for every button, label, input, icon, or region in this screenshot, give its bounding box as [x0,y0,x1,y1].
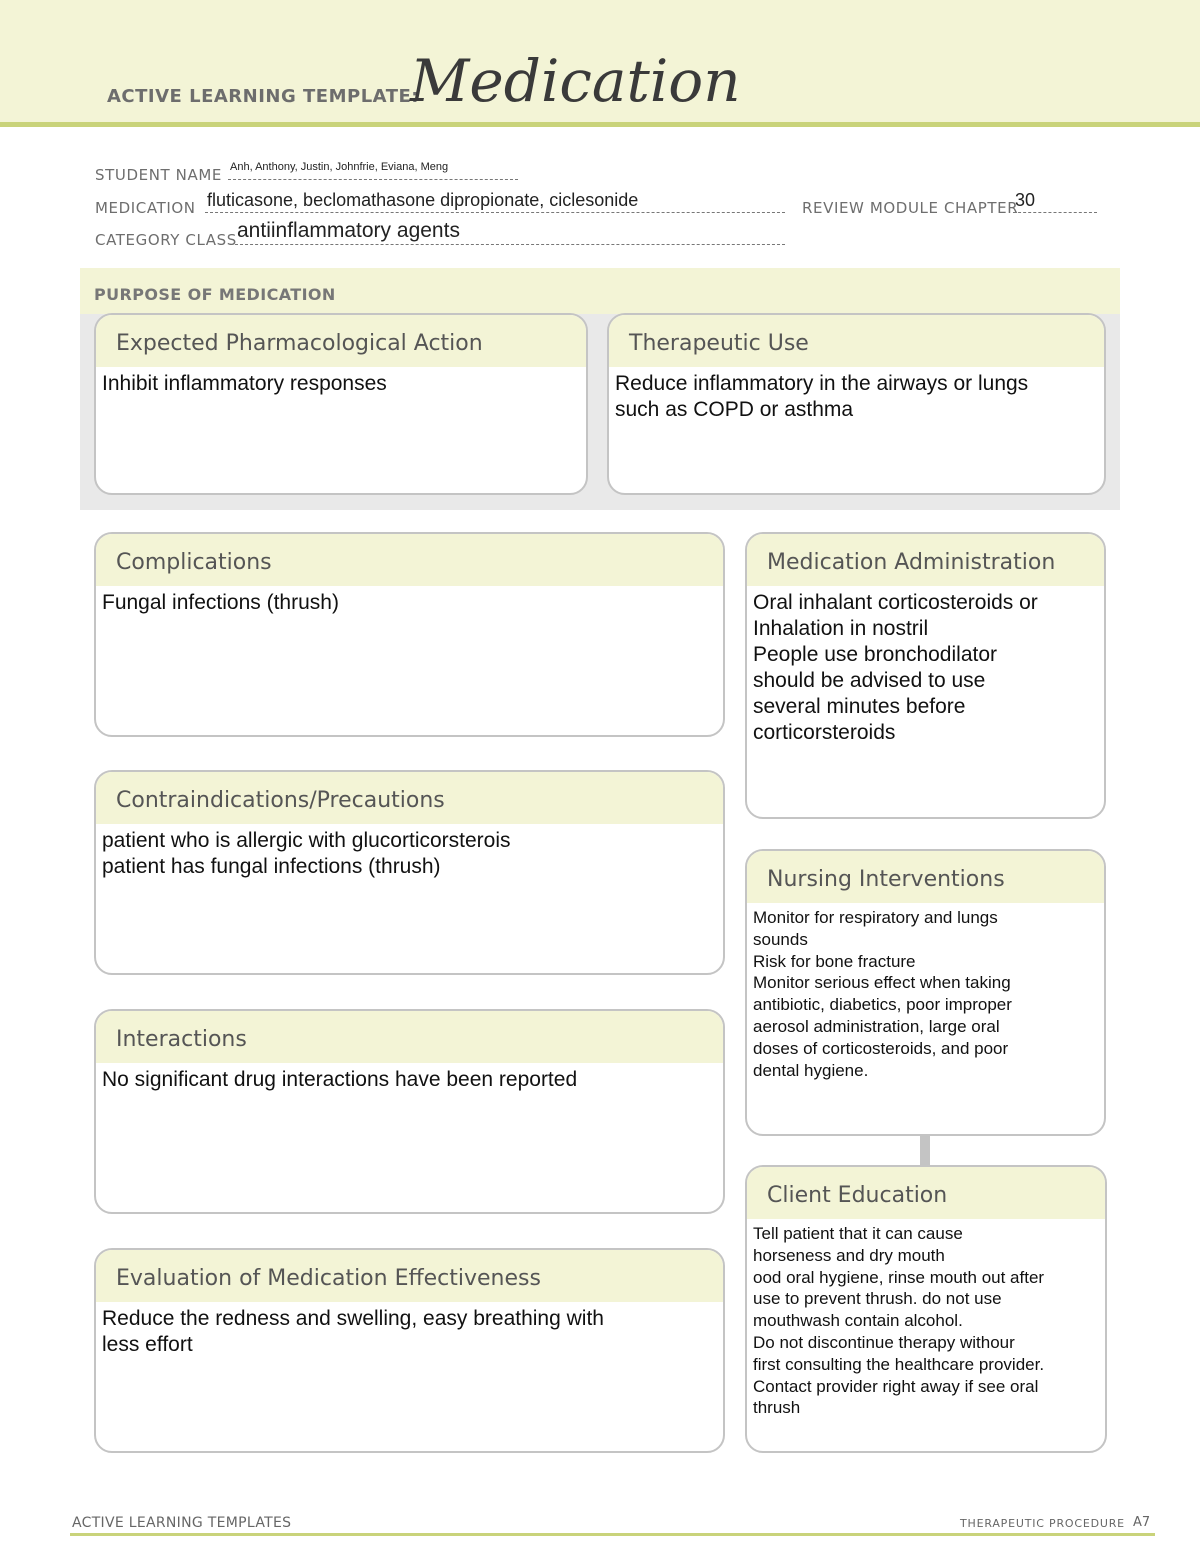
category-class-field[interactable]: antiinflammatory agents [237,219,460,242]
connector-line [920,1135,930,1166]
evaluation-box [94,1248,725,1453]
expected-action-text[interactable]: Inhibit inflammatory responses [102,372,387,395]
template-label: ACTIVE LEARNING TEMPLATE: [107,86,419,107]
medication-field[interactable]: fluticasone, beclomathasone dipropionate, ciclesonide [207,190,639,210]
footer-right-label: THERAPEUTIC PROCEDURE [960,1517,1125,1530]
therapeutic-use-title: Therapeutic Use [609,315,1104,367]
review-module-field[interactable]: 30 [1015,190,1036,210]
purpose-label: PURPOSE OF MEDICATION [94,285,336,304]
interactions-title: Interactions [96,1011,723,1063]
client-education-box [745,1165,1107,1453]
complications-title: Complications [96,534,723,586]
evaluation-title: Evaluation of Medication Effectiveness [96,1250,723,1302]
therapeutic-use-box [607,313,1106,495]
interactions-box [94,1009,725,1214]
contraindications-title: Contraindications/Precautions [96,772,723,824]
contraindications-text[interactable]: patient who is allergic with glucorticorsterois patient has fungal infections (thrush) [102,829,511,878]
nursing-interventions-text[interactable]: Monitor for respiratory and lungs sounds Risk for bone fracture Monitor serious effect when taking antibiotic, diabetics, poor improper aerosol administration, large oral doses of corticosteroids, and poor dental hygiene. [753,908,1012,1080]
complications-text[interactable]: Fungal infections (thrush) [102,591,339,614]
contraindications-box [94,770,725,975]
therapeutic-use-text[interactable]: Reduce inflammatory in the airways or lungs such as COPD or asthma [615,372,1029,421]
nursing-interventions-box [745,849,1106,1136]
footer-page-number: A7 [1133,1515,1151,1530]
medication-administration-title: Medication Administration [747,534,1104,586]
page-title: Medication [410,47,741,115]
client-education-title: Client Education [747,1167,1105,1219]
footer-divider [70,1533,1155,1536]
client-education-text[interactable]: Tell patient that it can cause horseness and dry mouth ood oral hygiene, rinse mouth out after use to prevent thrush. do not use mouthwash contain alcohol. Do not discontinue therapy withour first consulting the healthcare provider. Contact provider right away if see oral thrush [753,1224,1045,1418]
medication-administration-box [745,532,1106,819]
student-name-field[interactable]: Anh, Anthony, Justin, Johnfrie, Eviana, Meng [230,161,449,173]
header-divider [0,122,1200,127]
review-module-label: REVIEW MODULE CHAPTER [802,199,1019,217]
complications-box [94,532,725,737]
footer-left-label: ACTIVE LEARNING TEMPLATES [72,1515,292,1531]
medication-label: MEDICATION [95,199,196,217]
medication-administration-text[interactable]: Oral inhalant corticosteroids or Inhalation in nostril People use bronchodilator should be advised to use several minutes before corticorsteroids [753,591,1038,744]
expected-action-box [94,313,588,495]
student-name-label: STUDENT NAME [95,166,222,184]
interactions-text[interactable]: No significant drug interactions have been reported [102,1068,578,1091]
expected-action-title: Expected Pharmacological Action [96,315,586,367]
category-class-label: CATEGORY CLASS [95,231,237,249]
nursing-interventions-title: Nursing Interventions [747,851,1104,903]
evaluation-text[interactable]: Reduce the redness and swelling, easy breathing with less effort [102,1307,604,1356]
